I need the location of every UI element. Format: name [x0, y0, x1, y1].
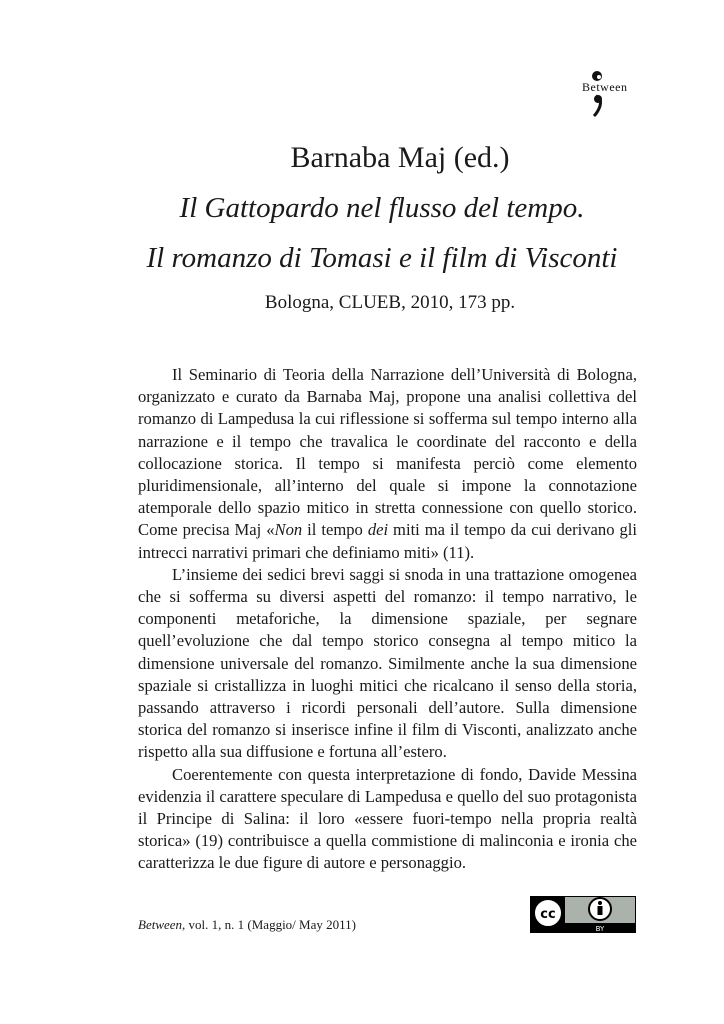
footer-journal-name: Between [138, 917, 183, 932]
paragraph-1 [138, 364, 637, 564]
cc-badge-label: BY [595, 925, 605, 933]
paragraph-1-emphasis-1: Non [274, 520, 303, 540]
page-footer [138, 917, 356, 933]
cc-by-icon [530, 896, 636, 933]
paragraph-3: Coerentemente con questa interpretazione di fondo, Davide Messina evidenzia il carattere speculare di Lampedusa e quello del suo protagonista il Principe di Salina: il loro «essere fuori-tempo nella propria realtà storica» (19) contribuisce a quella commistione di malinconia e ironia che caratterizza le due figure di autore e personaggio. [138, 764, 637, 873]
cc-license-badge[interactable] [530, 896, 636, 933]
book-title-line-2: Il romanzo di Tomasi e il film di Visconti [146, 242, 618, 274]
footer-citation: , vol. 1, n. 1 (Maggio/ May 2011) [182, 917, 356, 932]
journal-logo [574, 68, 644, 120]
svg-text:cc: cc [540, 907, 556, 922]
paragraph-1-text-a: Il Seminario di Teoria della Narrazione dell’Università di Bologna, organizzato e curato da Barnaba Maj, propone una analisi collettiva del romanzo di Lampedusa la cui riflessione si sofferma sul tempo interno alla narrazione e il tempo che travalica le coordinate del racconto e della collocazione storica. Il tempo si manifesta perciò come elemento pluridimensionale, all’interno del quale si impone la connotazione atemporale dello spazio mitico in stretta connessione con quello storico. Come precisa Maj « [138, 365, 637, 540]
publication-info: Bologna, CLUEB, 2010, 173 pp. [264, 292, 516, 313]
paragraph-1-text-b: il tempo [302, 520, 368, 540]
review-editor: Barnaba Maj (ed.) [290, 141, 510, 174]
paragraph-1-text-c: miti ma il tempo da cui derivano gli intrecci narrativi primari che definiamo miti» (11). [138, 520, 637, 562]
paragraph-1-emphasis-2: dei [367, 520, 389, 540]
review-body [138, 364, 637, 875]
logo-wordmark: Between [582, 80, 628, 94]
book-title-line-1: Il Gattopardo nel flusso del tempo. [179, 192, 585, 224]
paragraph-2: L’insieme dei sedici brevi saggi si snoda in una trattazione omogenea che si sofferma su diversi aspetti del romanzo: il tempo narrativo, le componenti metaforiche, la dimensione spaziale, per segnare quell’evoluzione che dal tempo storico consegna al tempo mitico la dimensione universale del romanzo. Similmente anche la sua dimensione spaziale si cristallizza in luoghi mitici che ricalcano il senso della storia, passando attraverso i ricordi personali dell’autore. Sulla dimensione storica del romanzo si inserisce infine il film di Visconti, analizzato anche rispetto alla sua diffusione e fortuna all’estero. [138, 564, 637, 762]
